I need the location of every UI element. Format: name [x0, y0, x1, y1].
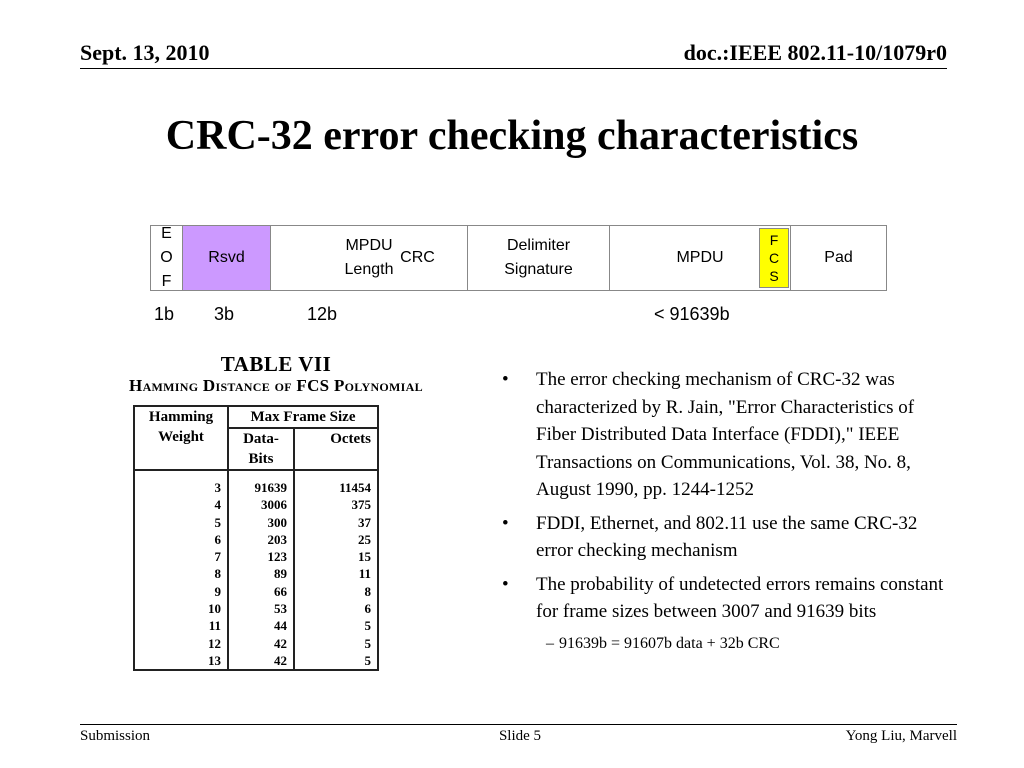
- cell-weight: 13: [134, 652, 228, 670]
- table-subtitle: Hamming Distance of FCS Polynomial: [129, 376, 423, 395]
- table-gap: [294, 470, 378, 479]
- slide-title: CRC-32 error checking characteristics: [165, 113, 859, 159]
- field-delimiter-line: Delimiter: [506, 237, 571, 254]
- field-rsvd-label: Rsvd: [208, 249, 245, 266]
- hamming-distance-table: [133, 405, 379, 671]
- cell-weight: 9: [134, 583, 228, 600]
- sub-bullet-item: [500, 632, 950, 656]
- field-delimiter-signature: [468, 226, 610, 290]
- header-max-frame-size: Max Frame Size: [228, 406, 378, 428]
- field-eof: [151, 226, 183, 290]
- size-mpdu-length: 12b: [307, 304, 338, 324]
- table-row: [134, 652, 378, 670]
- field-fcs-letter: C: [768, 250, 780, 266]
- field-pad-label: Pad: [824, 249, 853, 266]
- cell-octets: 5: [294, 652, 378, 670]
- field-crc: [368, 226, 468, 290]
- table-row: [134, 496, 378, 513]
- footer-author: Yong Liu, Marvell: [845, 728, 957, 744]
- field-eof-letter: O: [160, 249, 173, 266]
- table-row: [134, 600, 378, 617]
- bullet-item: [500, 366, 950, 504]
- cell-octets: 37: [294, 514, 378, 531]
- footer-slide-number: Slide 5: [498, 728, 542, 744]
- cell-data-bits: 123: [228, 548, 294, 565]
- bullet-text: FDDI, Ethernet, and 802.11 use the same CRC-32 error checking mechanism: [536, 512, 918, 561]
- field-mpdu-label: MPDU: [676, 249, 724, 266]
- field-eof-letter: F: [161, 273, 172, 290]
- size-rsvd: 3b: [214, 304, 235, 324]
- cell-octets: 8: [294, 583, 378, 600]
- field-mpdu-length-line: Length: [344, 261, 394, 278]
- table-gap: [134, 470, 228, 479]
- cell-octets: 375: [294, 496, 378, 513]
- table-row: [134, 548, 378, 565]
- cell-data-bits: 53: [228, 600, 294, 617]
- field-pad: [791, 226, 886, 290]
- header-octets: Octets: [294, 428, 378, 470]
- header-date: Sept. 13, 2010: [80, 40, 210, 65]
- cell-octets: 11: [294, 565, 378, 582]
- bullet-marker: •: [502, 512, 509, 534]
- table-title: TABLE VII: [220, 352, 332, 376]
- size-eof: 1b: [154, 304, 175, 324]
- bullet-item: [500, 510, 950, 565]
- cell-octets: 5: [294, 617, 378, 634]
- field-rsvd: [183, 226, 271, 290]
- cell-weight: 8: [134, 565, 228, 582]
- cell-weight: 12: [134, 635, 228, 652]
- bullet-list: [500, 366, 950, 656]
- cell-data-bits: 91639: [228, 479, 294, 496]
- cell-weight: 6: [134, 531, 228, 548]
- cell-octets: 11454: [294, 479, 378, 496]
- frame-diagram: [150, 225, 887, 291]
- cell-weight: 11: [134, 617, 228, 634]
- field-eof-letter: E: [161, 225, 172, 242]
- table-row: [134, 479, 378, 496]
- header-hamming-weight: [134, 406, 228, 470]
- header-divider: [80, 68, 947, 69]
- table-row: [134, 635, 378, 652]
- field-fcs: [759, 228, 789, 288]
- cell-octets: 25: [294, 531, 378, 548]
- cell-weight: 3: [134, 479, 228, 496]
- bullet-marker: •: [502, 369, 509, 390]
- cell-data-bits: 203: [228, 531, 294, 548]
- footer-submission: Submission: [80, 728, 151, 744]
- cell-data-bits: 300: [228, 514, 294, 531]
- header-hamming-line: Hamming: [148, 409, 214, 425]
- sub-bullet-marker: –: [546, 634, 554, 652]
- table-row: [134, 565, 378, 582]
- header-data-bits-line: Data-: [243, 431, 279, 447]
- field-crc-label: CRC: [400, 249, 435, 266]
- size-mpdu: < 91639b: [654, 304, 730, 324]
- cell-data-bits: 42: [228, 652, 294, 670]
- header-doc-id: doc.:IEEE 802.11-10/1079r0: [683, 40, 947, 65]
- field-delimiter-line: Signature: [504, 261, 573, 278]
- cell-octets: 6: [294, 600, 378, 617]
- field-fcs-letter: S: [769, 268, 779, 284]
- header-hamming-line: Weight: [158, 429, 204, 445]
- bullet-item: [500, 571, 950, 626]
- table-row: [134, 514, 378, 531]
- cell-weight: 10: [134, 600, 228, 617]
- table-row: [134, 531, 378, 548]
- bullet-text: The error checking mechanism of CRC-32 was characterized by R. Jain, "Error Characteristics of Fiber Distributed Data Interface (FDDI)," IEEE Transactions on Communications, Vol. 38, No. 8, August 1990, pp. 1244-1252: [536, 369, 915, 500]
- cell-weight: 7: [134, 548, 228, 565]
- bullet-marker: •: [502, 573, 509, 595]
- header-data-bits: [228, 428, 294, 470]
- field-fcs-letter: F: [769, 232, 779, 248]
- cell-data-bits: 42: [228, 635, 294, 652]
- cell-octets: 5: [294, 635, 378, 652]
- bullet-text: The probability of undetected errors remains constant for frame sizes between 3007 and 91639 bits: [536, 573, 944, 622]
- cell-data-bits: 3006: [228, 496, 294, 513]
- header-data-bits-line: Bits: [248, 451, 274, 467]
- cell-data-bits: 44: [228, 617, 294, 634]
- field-mpdu-length-line: MPDU: [345, 237, 393, 254]
- cell-data-bits: 66: [228, 583, 294, 600]
- footer-divider: [80, 724, 957, 725]
- cell-data-bits: 89: [228, 565, 294, 582]
- sub-bullet-text: 91639b = 91607b data + 32b CRC: [559, 634, 780, 652]
- table-row: [134, 583, 378, 600]
- cell-weight: 4: [134, 496, 228, 513]
- cell-weight: 5: [134, 514, 228, 531]
- cell-octets: 15: [294, 548, 378, 565]
- table-gap: [228, 470, 294, 479]
- table-row: [134, 617, 378, 634]
